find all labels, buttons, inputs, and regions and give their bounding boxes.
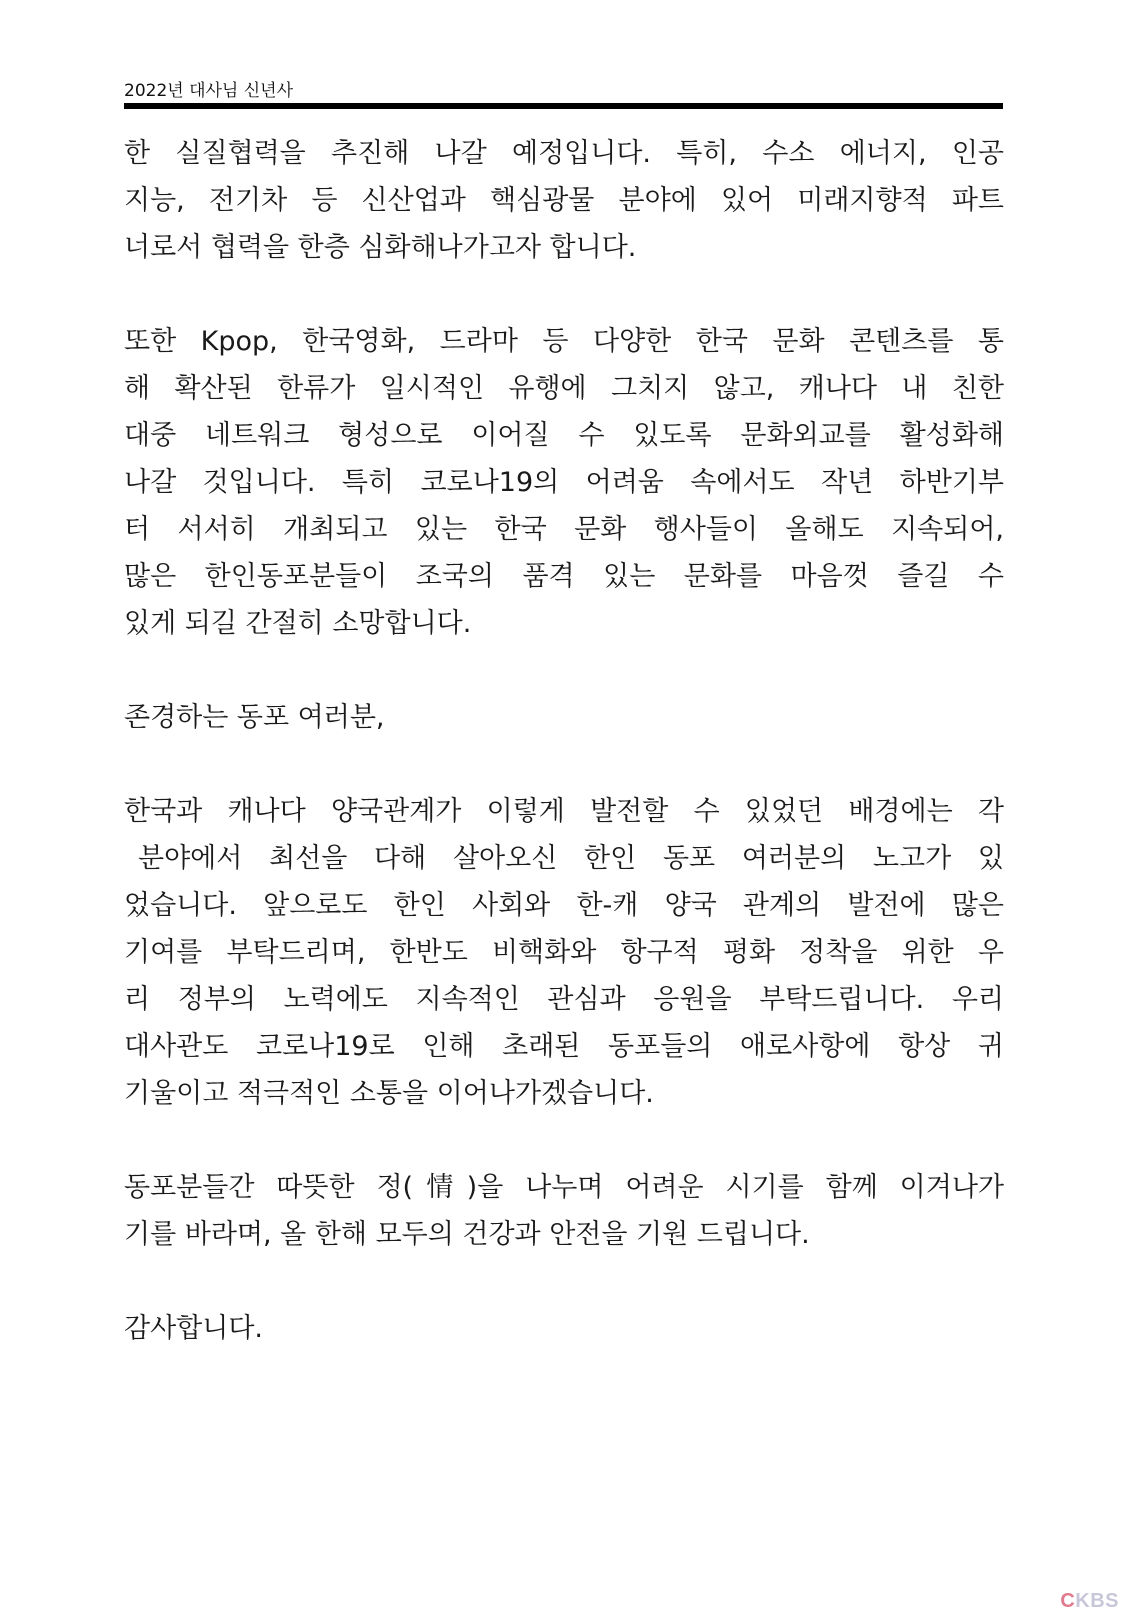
header-divider	[124, 103, 1003, 109]
text-line: 한국과 캐나다 양국관계가 이렇게 발전할 수 있었던 배경에는 각	[124, 796, 1004, 827]
text-line: 한 실질협력을 추진해 나갈 예정입니다. 특히, 수소 에너지, 인공	[124, 138, 1004, 169]
text-line: 터 서서히 개최되고 있는 한국 문화 행사들이 올해도 지속되어,	[124, 514, 1004, 545]
paragraph	[124, 130, 1004, 271]
text-line: 분야에서 최선을 다해 살아오신 한인 동포 여러분의 노고가 있	[138, 843, 1004, 874]
paragraph	[124, 788, 1004, 1117]
text-line: 있게 되길 간절히 소망합니다.	[124, 608, 472, 639]
paragraph-gap	[124, 647, 1004, 694]
text-line: 기를 바라며, 올 한해 모두의 건강과 안전을 기원 드립니다.	[124, 1219, 810, 1250]
paragraph-gap	[124, 1258, 1004, 1305]
paragraph-gap	[124, 741, 1004, 788]
ckbs-watermark	[1060, 1590, 1119, 1613]
paragraph-gap	[124, 1117, 1004, 1164]
text-line: 나갈 것입니다. 특히 코로나19의 어려움 속에서도 작년 하반기부	[124, 467, 1004, 498]
text-line: 리 정부의 노력에도 지속적인 관심과 응원을 부탁드립니다. 우리	[124, 984, 1004, 1015]
paragraph-gap	[124, 271, 1004, 318]
text-line: 대중 네트워크 형성으로 이어질 수 있도록 문화외교를 활성화해	[124, 420, 1004, 451]
watermark-text: KBS	[1075, 1590, 1119, 1612]
letter-body	[124, 130, 1004, 1352]
document-header-title: 2022년 대사님 신년사	[124, 81, 294, 101]
text-line: 존경하는 동포 여러분,	[124, 702, 385, 733]
paragraph	[124, 1164, 1004, 1258]
watermark-letter: C	[1060, 1590, 1076, 1612]
text-line: 지능, 전기차 등 신산업과 핵심광물 분야에 있어 미래지향적 파트	[124, 185, 1004, 216]
closing	[124, 1305, 1004, 1352]
text-line: 또한 Kpop, 한국영화, 드라마 등 다양한 한국 문화 콘텐츠를 통	[124, 326, 1004, 357]
text-line: 대사관도 코로나19로 인해 초래된 동포들의 애로사항에 항상 귀	[124, 1031, 1004, 1062]
salutation	[124, 694, 1004, 741]
text-line: 동포분들간 따뜻한 정(情)을 나누며 어려운 시기를 함께 이겨나가	[124, 1172, 1004, 1203]
paragraph	[124, 318, 1004, 647]
text-line: 해 확산된 한류가 일시적인 유행에 그치지 않고, 캐나다 내 친한	[124, 373, 1004, 404]
text-line: 감사합니다.	[124, 1313, 263, 1344]
text-line: 많은 한인동포분들이 조국의 품격 있는 문화를 마음껏 즐길 수	[124, 561, 1004, 592]
text-line: 너로서 협력을 한층 심화해나가고자 합니다.	[124, 232, 637, 263]
text-line: 기울이고 적극적인 소통을 이어나가겠습니다.	[124, 1078, 654, 1109]
text-line: 었습니다. 앞으로도 한인 사회와 한-캐 양국 관계의 발전에 많은	[124, 890, 1004, 921]
text-line: 기여를 부탁드리며, 한반도 비핵화와 항구적 평화 정착을 위한 우	[124, 937, 1004, 968]
